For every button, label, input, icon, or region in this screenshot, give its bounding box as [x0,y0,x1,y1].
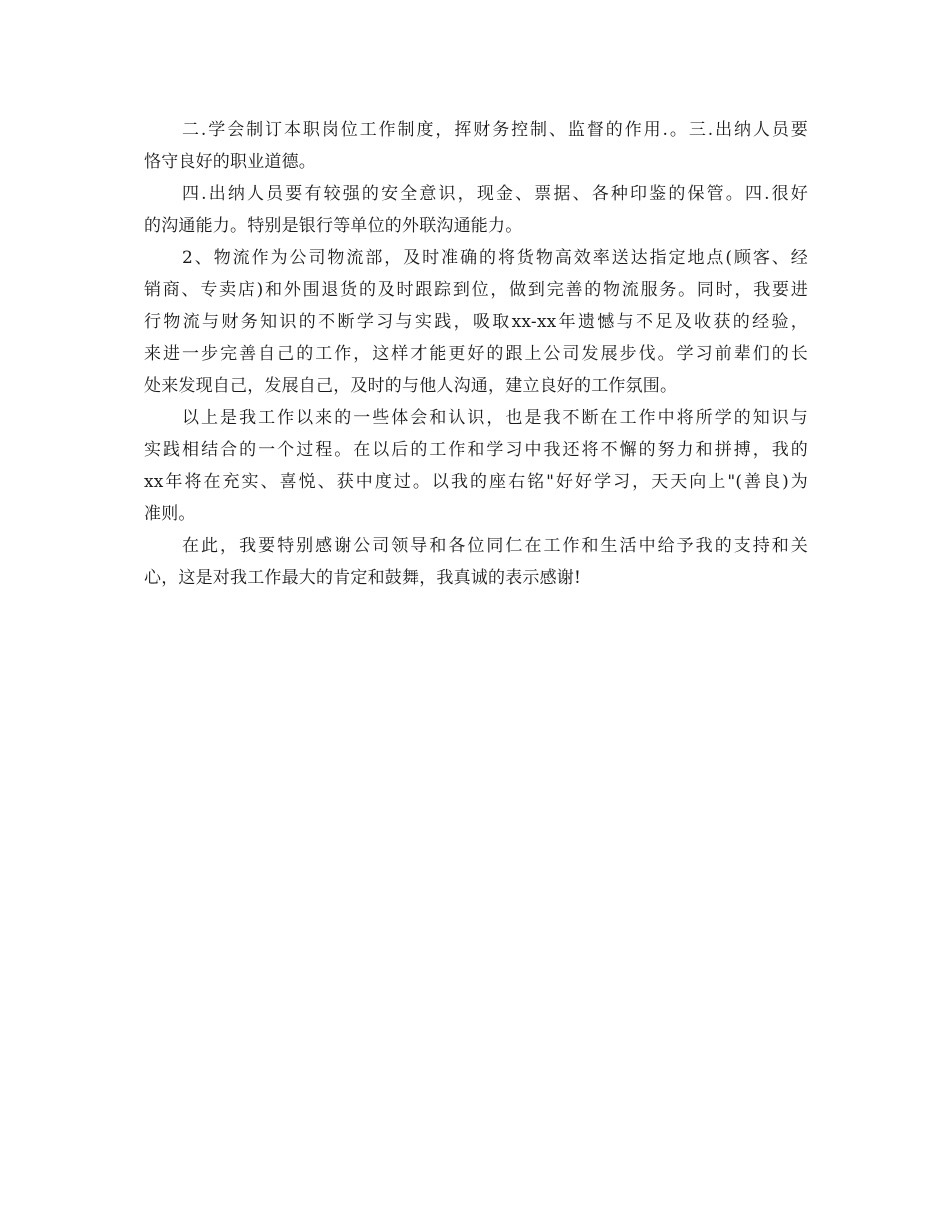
paragraph-line: 处来发现自己，发展自己，及时的与他人沟通，建立良好的工作氛围。 [144,376,678,396]
paragraph-3 [144,242,808,402]
paragraph-5 [144,530,808,594]
paragraph-line: 实践相结合的一个过程。在以后的工作和学习中我还将不懈的努力和拼搏，我的 [144,440,808,460]
paragraph-4 [144,402,808,530]
paragraph-line: 2、物流作为公司物流部，及时准确的将货物高效率送达指定地点(顾客、经 [182,248,808,268]
paragraph-line: 以上是我工作以来的一些体会和认识，也是我不断在工作中将所学的知识与 [182,408,808,428]
paragraph-line: 来进一步完善自己的工作，这样才能更好的跟上公司发展步伐。学习前辈们的长 [144,344,808,364]
document-body [144,114,808,594]
paragraph-line: 销商、专卖店)和外围退货的及时跟踪到位，做到完善的物流服务。同时，我要进 [144,280,808,300]
paragraph-line: 四.出纳人员要有较强的安全意识，现金、票据、各种印鉴的保管。四.很好 [182,184,808,204]
paragraph-line: 心，这是对我工作最大的肯定和鼓舞，我真诚的表示感谢! [144,568,582,588]
paragraph-line: xx年将在充实、喜悦、获中度过。以我的座右铭"好好学习，天天向上"(善良)为 [144,472,808,492]
paragraph-line: 恪守良好的职业道德。 [144,152,316,172]
paragraph-line: 行物流与财务知识的不断学习与实践，吸取xx-xx年遗憾与不足及收获的经验， [144,312,808,332]
paragraph-2 [144,178,808,242]
paragraph-line: 的沟通能力。特别是银行等单位的外联沟通能力。 [144,216,523,236]
paragraph-line: 二.学会制订本职岗位工作制度，挥财务控制、监督的作用.。三.出纳人员要 [182,120,808,140]
paragraph-line: 在此，我要特别感谢公司领导和各位同仁在工作和生活中给予我的支持和关 [182,536,808,556]
paragraph-line: 准则。 [144,504,196,524]
paragraph-1 [144,114,808,178]
